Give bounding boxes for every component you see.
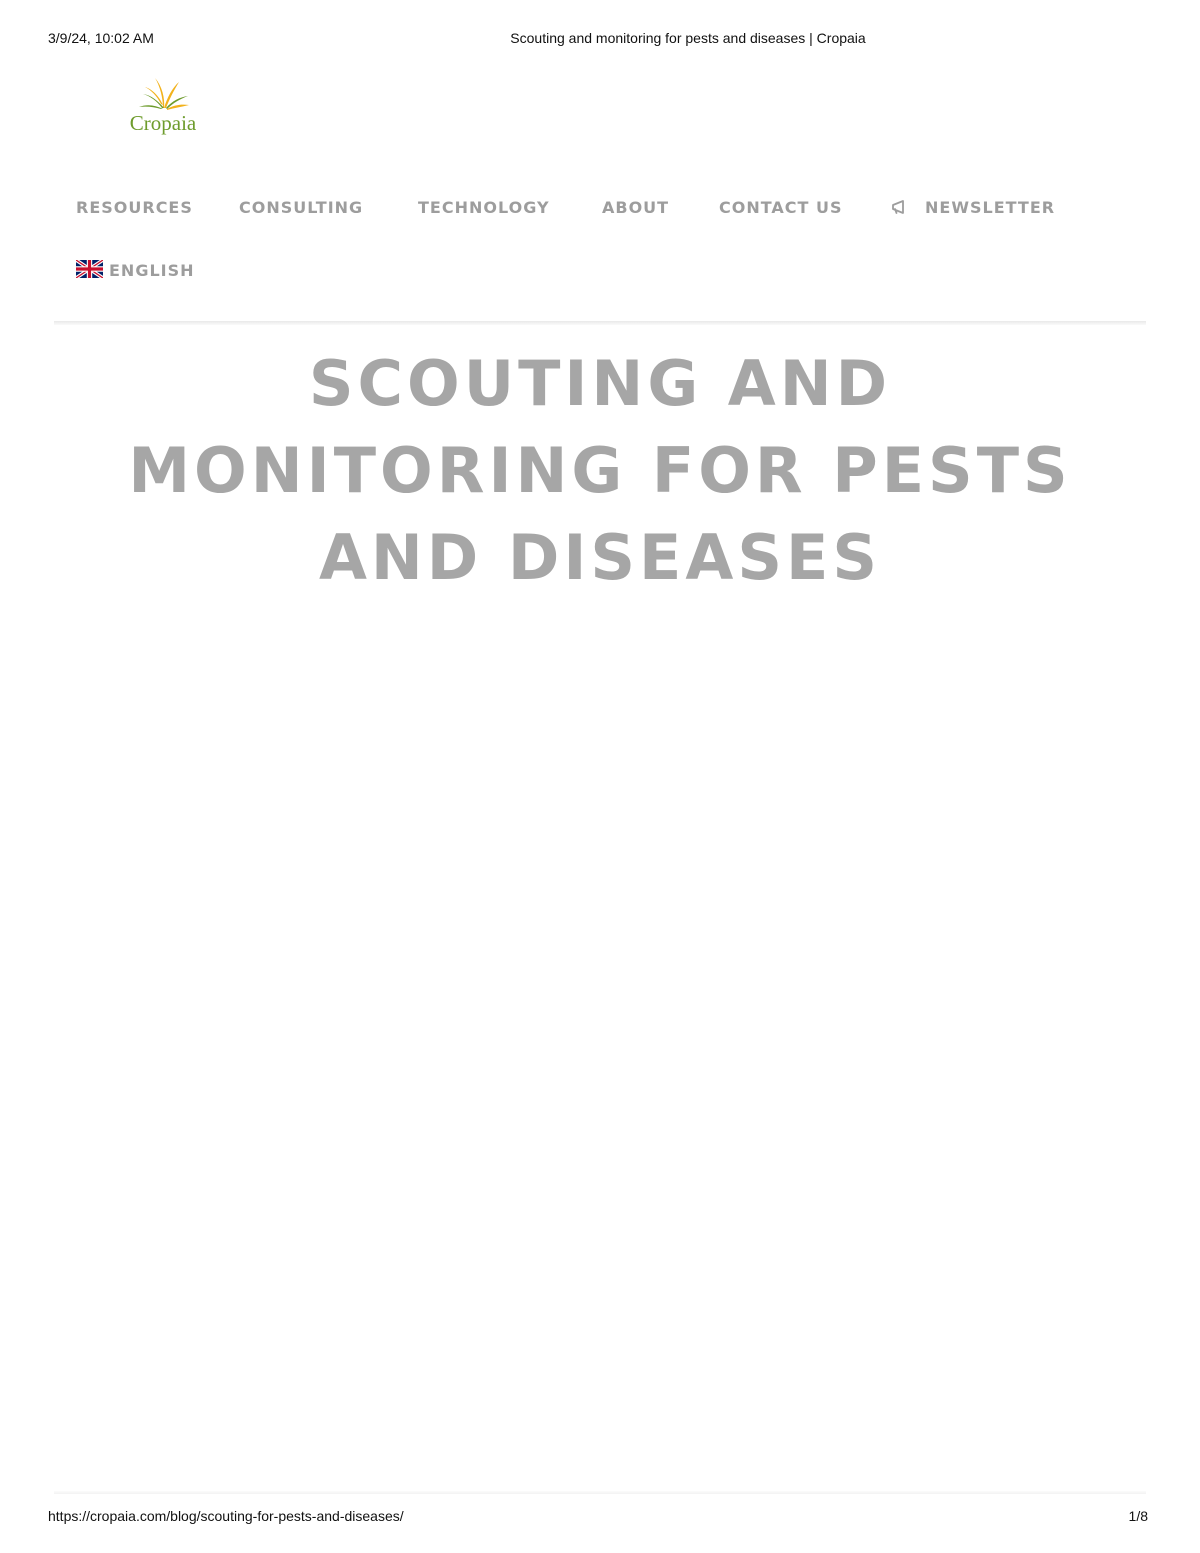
nav-item-consulting[interactable]: CONSULTING: [239, 198, 364, 217]
uk-flag-icon: [76, 260, 103, 278]
header-divider: [54, 321, 1146, 325]
page-title-line: MONITORING FOR PESTS: [128, 434, 1072, 507]
print-header-date: 3/9/24, 10:02 AM: [48, 30, 154, 46]
page-title-line: AND DISEASES: [318, 521, 882, 594]
language-selector[interactable]: [76, 260, 195, 280]
nav-item-newsletter-label: NEWSLETTER: [925, 198, 1056, 217]
leaf-logo-icon: [133, 74, 193, 114]
nav-item-resources[interactable]: RESOURCES: [76, 198, 193, 217]
cropaia-logo[interactable]: [122, 74, 204, 136]
logo-text: Cropaia: [129, 111, 197, 135]
nav-item-technology[interactable]: TECHNOLOGY: [418, 198, 550, 217]
page-title-line: SCOUTING AND: [308, 347, 892, 420]
megaphone-icon: [891, 199, 909, 215]
footer-divider: [54, 1491, 1146, 1494]
language-label: ENGLISH: [109, 261, 195, 280]
nav-item-about[interactable]: ABOUT: [602, 198, 670, 217]
nav-item-newsletter[interactable]: [891, 198, 1055, 217]
page-title: [100, 340, 1100, 601]
print-header-title: Scouting and monitoring for pests and diseases | Cropaia: [510, 30, 866, 46]
print-footer-page-number: 1/8: [1128, 1508, 1148, 1524]
print-footer-url: https://cropaia.com/blog/scouting-for-pests-and-diseases/: [48, 1508, 404, 1524]
nav-item-contact-us[interactable]: CONTACT US: [719, 198, 843, 217]
